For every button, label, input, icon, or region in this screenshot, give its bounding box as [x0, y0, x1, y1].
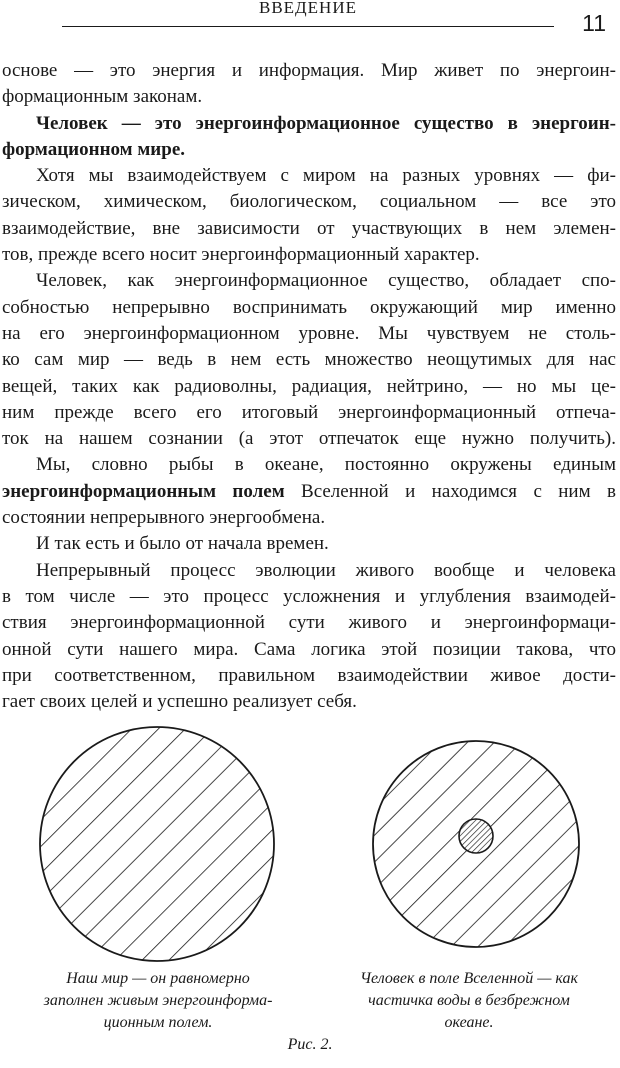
line-remainder: Вселенной и находимся с ним в	[284, 480, 616, 502]
text-line: на его энергоинформационном уровне. Мы чувствуем не столь-	[2, 322, 616, 344]
text-line: Непрерывный процесс эволюции живого вообще и человека	[36, 559, 616, 581]
text-line: Хотя мы взаимодействуем с миром на разных уровнях — фи-	[36, 165, 616, 187]
text-line: формационным законам.	[2, 86, 203, 108]
text-line: вещей, таких как радиоволны, радиация, нейтрино, — но мы це-	[2, 375, 616, 397]
figure-label: Рис. 2.	[287, 1036, 333, 1053]
caption-line: океане.	[444, 1014, 494, 1031]
left-circle	[40, 727, 274, 961]
text-line: собностью непрерывно воспринимать окружающий мир именно	[2, 296, 616, 318]
caption-line: Наш мир — он равномерно	[66, 970, 250, 987]
right-caption	[324, 968, 614, 1034]
text-line: взаимодействие, вне зависимости от участвующих в нем элемен-	[2, 217, 616, 239]
text-line: И так есть и было от начала времен.	[36, 533, 329, 555]
text-line: основе — это энергия и информация. Мир живет по энергоин-	[2, 60, 616, 81]
page-number: 11	[582, 10, 606, 36]
chapter-title: ВВЕДЕНИЕ	[259, 0, 357, 17]
inner-particle	[459, 819, 493, 853]
text-line: Мы, словно рыбы в океане, постоянно окружены единым	[36, 454, 616, 476]
text-line: гает своих целей и успешно реализует себя.	[2, 691, 357, 713]
text-line: ним прежде всего его итоговый энергоинформационный отпеча-	[2, 401, 616, 423]
text-line: ко сам мир — ведь в нем есть множество неощутимых для нас	[2, 349, 616, 371]
text-line: тов, прежде всего носит энергоинформационный характер.	[2, 244, 480, 266]
caption-line: Человек в поле Вселенной — как	[360, 970, 578, 987]
caption-line: частичка воды в безбрежном	[368, 992, 570, 1009]
text-line: ток на нашем сознании (а этот отпечаток еще нужно получить).	[2, 428, 616, 450]
text-line: при соответственном, правильном взаимодействии живое дости-	[2, 664, 616, 686]
text-line: Человек, как энергоинформационное существо, обладает спо-	[36, 270, 616, 292]
text-line: ствия энергоинформационной сути живого и энергоинформаци-	[2, 612, 616, 634]
text-line: состоянии непрерывного энергообмена.	[2, 507, 326, 529]
text-line: онной сути нашего мира. Сама логика этой позиции такова, что	[2, 638, 616, 660]
text-line: зическом, химическом, биологическом, социальном — все это	[2, 191, 616, 213]
bold-phrase: Человек — это энергоинформационное существо в энергоин-	[36, 112, 616, 134]
caption-line: ционным полем.	[103, 1014, 213, 1031]
caption-line: заполнен живым энергоинформа-	[43, 992, 273, 1009]
bold-phrase: энергоинформационным полем	[2, 480, 285, 502]
left-caption	[10, 968, 306, 1034]
text-line: в том числе — это процесс усложнения и углубления взаимодей-	[2, 585, 616, 607]
bold-phrase: формационном мире.	[2, 138, 185, 160]
